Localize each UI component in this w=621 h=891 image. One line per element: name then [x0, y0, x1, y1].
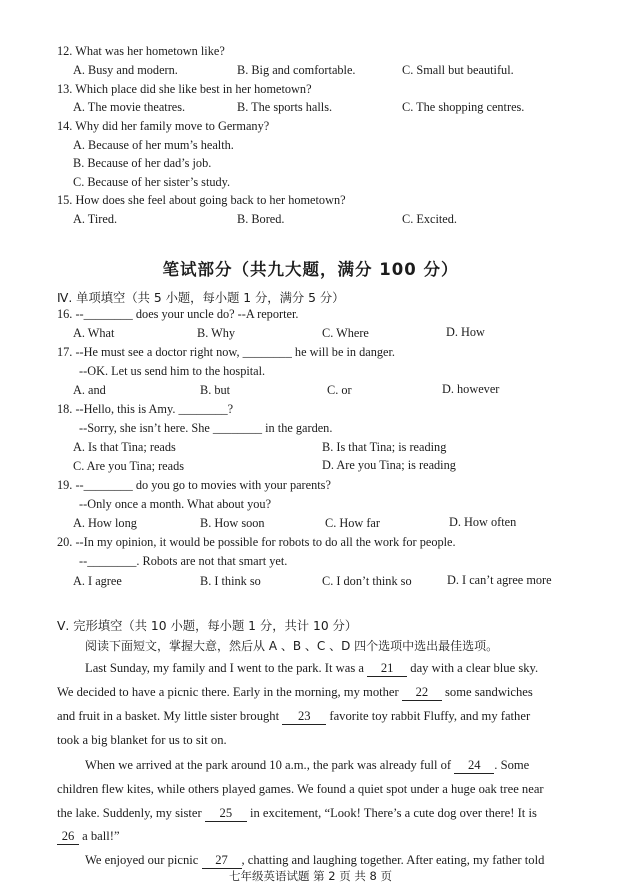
q15-option-c: C. Excited. [402, 212, 457, 226]
question-13: 13. Which place did she like best in her hometown? [57, 82, 312, 96]
passage-line-8 [57, 828, 120, 845]
blank-24[interactable]: 24 [454, 757, 494, 774]
passage-line-4: took a big blanket for us to sit on. [57, 733, 227, 747]
passage-text: in excitement, “Look! There’s a cute dog over there! It is [246, 806, 537, 820]
passage-line-2 [57, 684, 533, 701]
q18-option-b: B. Is that Tina; is reading [322, 440, 447, 454]
q16-option-a: A. What [73, 326, 115, 340]
q13-option-a: A. The movie theatres. [73, 100, 186, 114]
q18-option-a: A. Is that Tina; reads [73, 440, 176, 454]
q19-option-b: B. How soon [200, 516, 265, 530]
q12-option-c: C. Small but beautiful. [402, 63, 514, 77]
passage-text: a ball!” [79, 829, 120, 843]
q19-option-c: C. How far [325, 516, 380, 530]
passage-text: We decided to have a picnic there. Early in the morning, my mother [57, 685, 402, 699]
question-14: 14. Why did her family move to Germany? [57, 119, 270, 133]
question-20: 20. --In my opinion, it would be possible for robots to do all the work for people. [57, 535, 456, 549]
question-20-reply: --________. Robots are not that smart yet. [79, 554, 288, 568]
question-15: 15. How does she feel about going back to her hometown? [57, 193, 346, 207]
blank-26[interactable]: 26 [57, 828, 79, 845]
q15-option-a: A. Tired. [73, 212, 118, 226]
question-12: 12. What was her hometown like? [57, 44, 225, 58]
passage-text: We enjoyed our picnic [85, 853, 202, 867]
question-16: 16. --________ does your uncle do? --A reporter. [57, 307, 299, 321]
q20-option-c: C. I don’t think so [322, 574, 412, 588]
question-19-reply: --Only once a month. What about you? [79, 497, 272, 511]
page-footer: 七年级英语试题 第 2 页 共 8 页 [228, 869, 393, 883]
passage-line-5 [85, 757, 529, 774]
question-17: 17. --He must see a doctor right now, ________ he will be in danger. [57, 345, 395, 359]
blank-23[interactable]: 23 [282, 708, 326, 725]
section-5-heading: Ⅴ. 完形填空（共 10 小题，每小题 1 分，共计 10 分） [57, 619, 358, 633]
passage-line-3 [57, 708, 530, 725]
q19-option-a: A. How long [73, 516, 137, 530]
q16-option-b: B. Why [197, 326, 236, 340]
q18-option-c: C. Are you Tina; reads [73, 459, 185, 473]
q19-option-d: D. How often [449, 515, 517, 529]
q17-option-d: D. however [442, 382, 500, 396]
passage-text: When we arrived at the park around 10 a.m., the park was already full of [85, 758, 455, 772]
passage-line-9 [85, 852, 544, 869]
q13-option-b: B. The sports halls. [237, 100, 333, 114]
q17-option-c: C. or [327, 383, 352, 397]
passage-text: Last Sunday, my family and I went to the park. It was a [85, 661, 368, 675]
q15-option-b: B. Bored. [237, 212, 285, 226]
q14-option-a: A. Because of her mum’s health. [73, 138, 234, 152]
q18-option-d: D. Are you Tina; is reading [322, 458, 456, 472]
passage-line-7 [57, 805, 537, 822]
q20-option-a: A. I agree [73, 574, 122, 588]
passage-text: , chatting and laughing together. After eating, my father told [241, 853, 545, 867]
question-18-reply: --Sorry, she isn’t here. She ________ in the garden. [79, 421, 333, 435]
blank-25[interactable]: 25 [205, 805, 247, 822]
q17-option-b: B. but [200, 383, 231, 397]
passage-text: favorite toy rabbit Fluffy, and my father [326, 709, 531, 723]
q12-option-a: A. Busy and modern. [73, 63, 178, 77]
passage-text: . Some [494, 758, 530, 772]
question-19: 19. --________ do you go to movies with your parents? [57, 478, 331, 492]
blank-21[interactable]: 21 [367, 660, 407, 677]
passage-text: the lake. Suddenly, my sister [57, 806, 205, 820]
blank-27[interactable]: 27 [202, 852, 242, 869]
question-17-reply: --OK. Let us send him to the hospital. [79, 364, 266, 378]
blank-22[interactable]: 22 [402, 684, 442, 701]
question-18: 18. --Hello, this is Amy. ________? [57, 402, 234, 416]
passage-line-1 [85, 660, 538, 677]
q20-option-b: B. I think so [200, 574, 261, 588]
passage-text: and fruit in a basket. My little sister brought [57, 709, 283, 723]
section-5-instruction: 阅读下面短文，掌握大意，然后从 A 、B 、C 、D 四个选项中选出最佳选项。 [85, 639, 499, 653]
q14-option-c: C. Because of her sister’s study. [73, 175, 231, 189]
q12-option-b: B. Big and comfortable. [237, 63, 356, 77]
q14-option-b: B. Because of her dad’s job. [73, 156, 212, 170]
q16-option-c: C. Where [322, 326, 369, 340]
q20-option-d: D. I can’t agree more [447, 573, 552, 587]
q13-option-c: C. The shopping centres. [402, 100, 525, 114]
passage-text: day with a clear blue sky. [407, 661, 539, 675]
section-4-heading: Ⅳ. 单项填空（共 5 小题，每小题 1 分，满分 5 分） [57, 291, 345, 305]
passage-text: some sandwiches [441, 685, 533, 699]
q17-option-a: A. and [73, 383, 106, 397]
written-part-title: 笔试部分（共九大题，满分 100 分） [162, 260, 459, 279]
passage-line-6: children flew kites, while others played games. We found a quiet spot under a huge oak tree near [57, 782, 544, 796]
q16-option-d: D. How [446, 325, 485, 339]
